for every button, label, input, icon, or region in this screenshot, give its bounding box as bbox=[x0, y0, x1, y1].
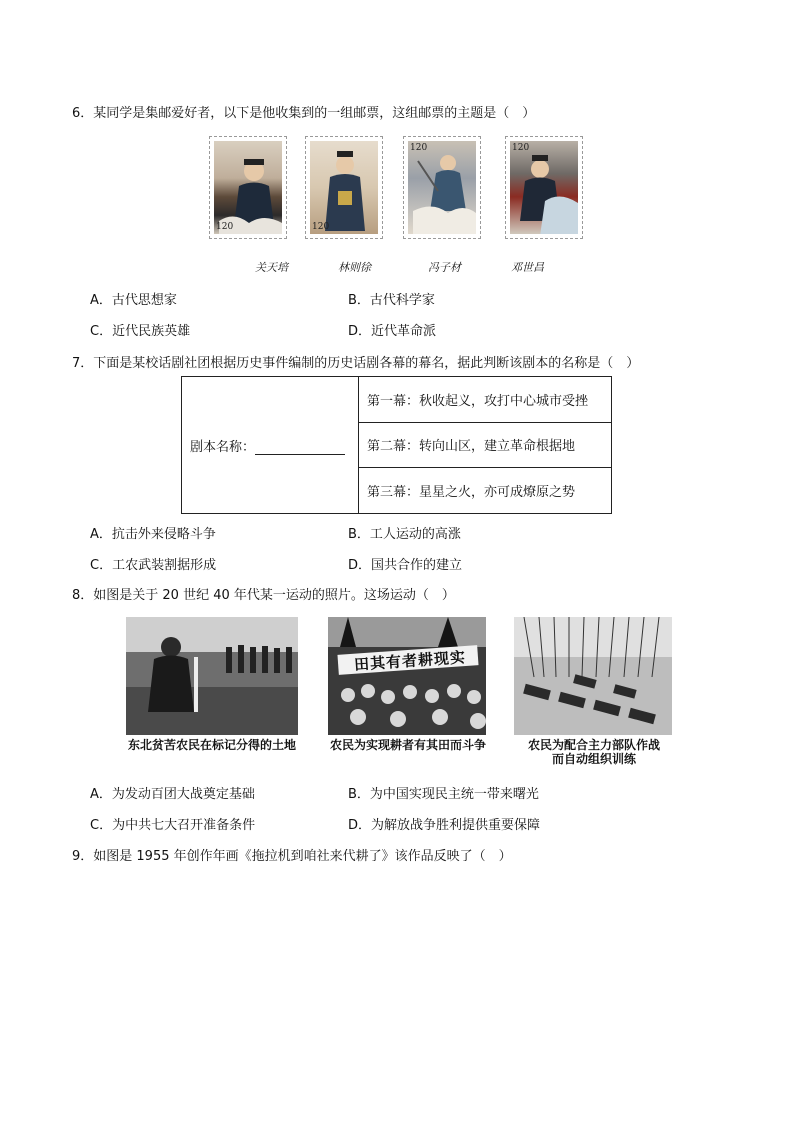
photo-caption-2: 农民为实现耕者有其田而斗争 bbox=[329, 738, 486, 752]
figure-portrait-icon bbox=[510, 141, 578, 234]
script-name-blank bbox=[255, 440, 345, 455]
stamp-caption-2: 林则徐 bbox=[338, 261, 371, 274]
photo-caption-1: 东北贫苦农民在标记分得的土地 bbox=[127, 738, 296, 752]
question-8-stem: 8．如图是关于 20 世纪 40 年代某一运动的照片。这场运动（ ） bbox=[72, 588, 455, 603]
q6-option-a[interactable]: A．古代思想家 bbox=[90, 293, 177, 308]
q8-option-b[interactable]: B．为中国实现民主统一带来曙光 bbox=[348, 787, 539, 802]
stamp-deng-shichang: 120 bbox=[505, 136, 583, 239]
stamp-caption-4: 邓世昌 bbox=[511, 261, 544, 274]
photo-land-marking bbox=[126, 617, 298, 735]
q8-option-a[interactable]: A．为发动百团大战奠定基础 bbox=[90, 787, 255, 802]
stamp-caption-3: 冯子材 bbox=[428, 261, 461, 274]
act-1: 第一幕：秋收起义，攻打中心城市受挫 bbox=[359, 377, 612, 423]
act-3: 第三幕：星星之火，亦可成燎原之势 bbox=[359, 468, 612, 514]
land-marking-photo-icon bbox=[126, 617, 298, 735]
question-9-stem: 9．如图是 1955 年创作年画《拖拉机到咱社来代耕了》该作品反映了（ ） bbox=[72, 849, 512, 864]
photo-land-struggle bbox=[328, 617, 486, 735]
q6-option-d[interactable]: D．近代革命派 bbox=[348, 324, 437, 339]
script-name-cell bbox=[182, 377, 359, 514]
stamp-lin-zexu: 120 bbox=[305, 136, 383, 239]
stamp-feng-zicai: 120 bbox=[403, 136, 481, 239]
photo-militia-training bbox=[514, 617, 672, 735]
figure-warrior-icon bbox=[408, 141, 476, 234]
act-2: 第二幕：转向山区，建立革命根据地 bbox=[359, 422, 612, 468]
q7-option-c[interactable]: C．工农武装割据形成 bbox=[90, 558, 217, 573]
stamp-caption-1: 关天培 bbox=[255, 261, 288, 274]
q7-option-d[interactable]: D．国共合作的建立 bbox=[348, 558, 463, 573]
q7-option-b[interactable]: B．工人运动的高涨 bbox=[348, 527, 461, 542]
photo-caption-3-line1: 农民为配合主力部队作战 bbox=[527, 738, 660, 752]
militia-training-photo-icon bbox=[514, 617, 672, 735]
play-acts-table bbox=[181, 376, 612, 514]
figure-portrait-icon bbox=[310, 141, 378, 234]
stamp-guan-tianpei: 120 bbox=[209, 136, 287, 239]
q6-option-b[interactable]: B．古代科学家 bbox=[348, 293, 435, 308]
banner-text: 田其有者耕现实 bbox=[353, 648, 467, 674]
protest-crowd-photo-icon bbox=[328, 617, 486, 735]
script-name-label: 剧本名称： bbox=[190, 439, 256, 455]
question-7-stem: 7．下面是某校话剧社团根据历史事件编制的历史话剧各幕的幕名，据此判断该剧本的名称是（ ） bbox=[72, 356, 640, 371]
question-6-stem: 6．某同学是集邮爱好者，以下是他收集到的一组邮票，这组邮票的主题是（ ） bbox=[72, 106, 536, 121]
q7-option-a[interactable]: A．抗击外来侵略斗争 bbox=[90, 527, 216, 542]
q6-option-c[interactable]: C．近代民族英雄 bbox=[90, 324, 191, 339]
photo-caption-3-line2: 而自动组织训练 bbox=[551, 752, 636, 766]
q8-option-c[interactable]: C．为中共七大召开准备条件 bbox=[90, 818, 256, 833]
figure-portrait-icon bbox=[214, 141, 282, 234]
q8-option-d[interactable]: D．为解放战争胜利提供重要保障 bbox=[348, 818, 541, 833]
